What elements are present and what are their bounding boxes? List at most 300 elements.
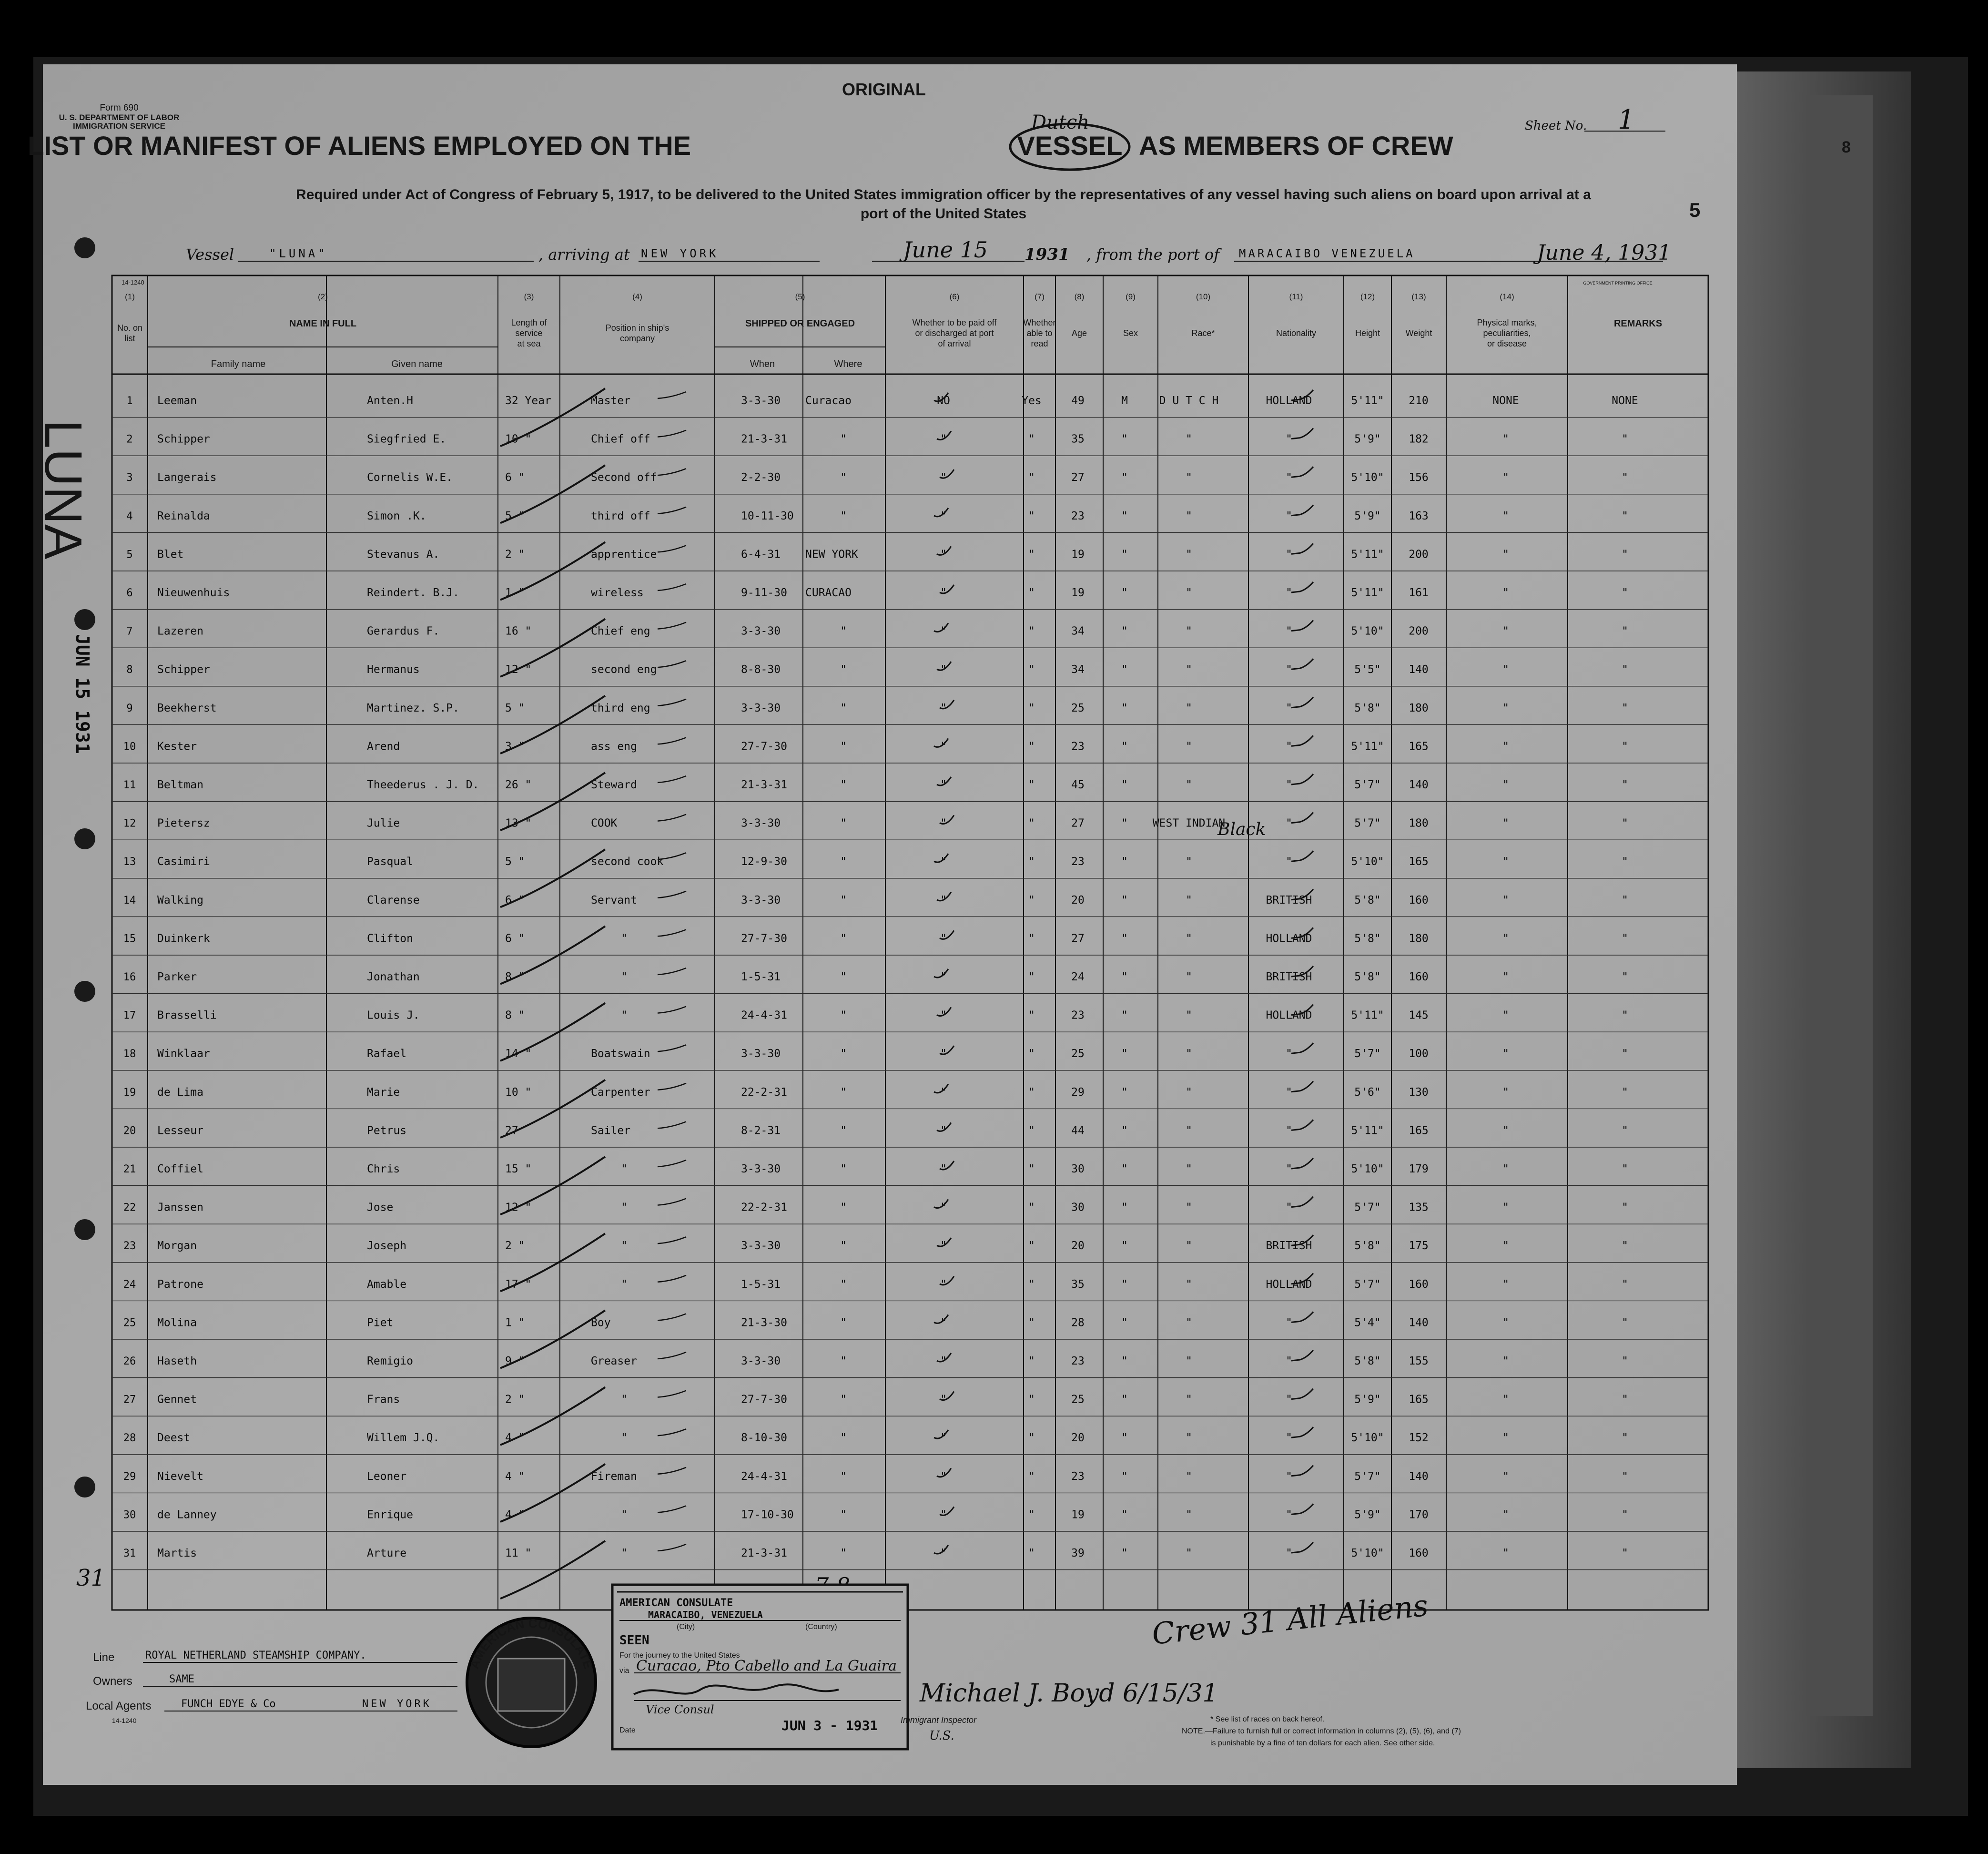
cell-when: 8-10-30: [741, 1432, 787, 1445]
cell-nat: ": [1286, 625, 1292, 638]
cell-marks: ": [1502, 971, 1509, 983]
column-label: Sex: [1123, 328, 1138, 338]
cell-paid: ": [940, 856, 947, 868]
cell-family: Walking: [157, 894, 203, 907]
cell-given: Julie: [367, 817, 400, 830]
column-label: Age: [1071, 328, 1087, 338]
cell-when: 8-2-31: [741, 1124, 781, 1137]
cell-age: 24: [1071, 971, 1085, 983]
cell-service: 1 ": [505, 1316, 525, 1329]
cell-paid: ": [940, 1048, 947, 1060]
cell-paid: ": [940, 1355, 947, 1367]
cell-height: 5'7": [1354, 1278, 1381, 1291]
cell-marks: ": [1502, 509, 1509, 522]
cell-given: Leoner: [367, 1470, 407, 1483]
cell-marks: NONE: [1492, 395, 1519, 407]
cell-when: 3-3-30: [741, 894, 781, 907]
cell-where: ": [840, 433, 847, 446]
cell-nat: ": [1286, 1355, 1292, 1367]
consular-seal: [467, 1616, 596, 1747]
cell-weight: 179: [1409, 1163, 1429, 1175]
cell-no: 11: [123, 779, 136, 791]
cell-no: 31: [123, 1548, 136, 1559]
cell-given: Martinez. S.P.: [367, 702, 459, 714]
cell-no: 2: [126, 433, 133, 446]
inspector-us: U.S.: [929, 1729, 954, 1743]
cell-read: ": [1028, 1009, 1035, 1022]
cell-where: ": [840, 509, 847, 522]
cell-weight: 200: [1409, 548, 1429, 561]
cell-service: 6 ": [505, 471, 525, 484]
cell-paid: ": [940, 702, 947, 714]
cell-read: ": [1028, 1240, 1035, 1253]
cell-no: 3: [126, 472, 133, 484]
cell-remarks: ": [1622, 702, 1628, 714]
cell-remarks: ": [1622, 587, 1628, 599]
cell-position: ass eng: [591, 740, 637, 753]
column-label: No. on list: [117, 323, 143, 343]
cell-sex: ": [1121, 740, 1128, 753]
cell-read: Yes: [1022, 395, 1042, 407]
cell-no: 25: [123, 1317, 136, 1329]
cell-race: ": [1186, 1240, 1192, 1253]
cell-sex: ": [1121, 856, 1128, 868]
cell-weight: 155: [1409, 1355, 1429, 1367]
cell-nat: ": [1286, 509, 1292, 522]
cell-where: ": [840, 1240, 847, 1253]
cell-race: ": [1186, 1393, 1192, 1406]
cell-when: 27-7-30: [741, 1393, 787, 1406]
departure-date: June 4, 1931: [1537, 241, 1672, 265]
cell-family: Martis: [157, 1547, 197, 1559]
cell-given: Arture: [367, 1547, 407, 1559]
cell-paid: ": [940, 1316, 947, 1329]
cell-given: Enrique: [367, 1508, 413, 1521]
cell-remarks: ": [1622, 1163, 1628, 1175]
cell-read: ": [1028, 740, 1035, 753]
cell-weight: 140: [1409, 1470, 1429, 1483]
cell-family: Brasselli: [157, 1009, 217, 1022]
cell-paid: ": [940, 740, 947, 753]
cell-family: Morgan: [157, 1240, 197, 1253]
cell-marks: ": [1502, 587, 1509, 599]
cell-given: Hermanus: [367, 663, 420, 676]
cell-read: ": [1028, 663, 1035, 676]
cell-race: ": [1186, 971, 1192, 983]
cell-height: 5'8": [1354, 702, 1381, 714]
cell-read: ": [1028, 856, 1035, 868]
department: U. S. DEPARTMENT OF LABOR: [59, 113, 180, 122]
cell-position: Sailer: [591, 1124, 631, 1137]
cell-remarks: ": [1622, 1508, 1628, 1521]
cell-no: 12: [123, 817, 136, 830]
cell-remarks: NONE: [1612, 395, 1638, 407]
cell-position: second cook: [591, 856, 664, 868]
cell-paid: ": [940, 1278, 947, 1291]
cell-service: 3 ": [505, 740, 525, 753]
cell-remarks: ": [1622, 663, 1628, 676]
cell-where: ": [840, 779, 847, 791]
cell-where: ": [840, 702, 847, 714]
cell-service: 32 Year: [505, 395, 551, 407]
cell-weight: 165: [1409, 740, 1429, 753]
cell-no: 13: [123, 856, 136, 868]
cell-height: 5'6": [1354, 1086, 1381, 1099]
subhead-when: When: [750, 359, 775, 369]
cell-position: ": [621, 1508, 628, 1521]
sheet-label: Sheet No.: [1525, 119, 1587, 133]
cell-marks: ": [1502, 1393, 1509, 1406]
cell-family: Beekherst: [157, 702, 217, 714]
cell-read: ": [1028, 932, 1035, 945]
column-number: (9): [1126, 292, 1136, 301]
footer-form-code: 14-1240: [112, 1717, 137, 1724]
cell-age: 35: [1071, 1278, 1085, 1291]
cell-age: 35: [1071, 433, 1085, 446]
cell-paid: ": [940, 971, 947, 983]
column-label: Nationality: [1276, 328, 1317, 338]
cell-when: 3-3-30: [741, 1048, 781, 1060]
column-label: Whether able to read: [1023, 318, 1056, 348]
column-label: Race*: [1191, 328, 1215, 338]
cell-race: ": [1186, 1048, 1192, 1060]
cell-marks: ": [1502, 702, 1509, 714]
stamp-date: JUN 3 - 1931: [781, 1718, 878, 1733]
cell-remarks: ": [1622, 433, 1628, 446]
stamp-date-label: Date: [619, 1726, 636, 1734]
cell-height: 5'10": [1351, 856, 1384, 868]
table-form-code: 14-1240: [122, 279, 144, 286]
owners-value: SAME: [169, 1673, 194, 1685]
cell-no: 6: [126, 587, 133, 599]
cell-age: 30: [1071, 1163, 1085, 1175]
cell-nat: BRITISH: [1266, 971, 1312, 983]
cell-paid: ": [940, 1240, 947, 1253]
margin-luna: LUNA: [34, 419, 92, 560]
agents-label: Local Agents: [86, 1700, 152, 1712]
cell-race: ": [1186, 702, 1192, 714]
cell-sex: ": [1121, 1048, 1128, 1060]
cell-marks: ": [1502, 471, 1509, 484]
cell-where: ": [840, 1201, 847, 1214]
cell-given: Piet: [367, 1316, 394, 1329]
cell-service: 5 ": [505, 509, 525, 522]
cell-read: ": [1028, 1316, 1035, 1329]
cell-no: 27: [123, 1394, 136, 1406]
cell-remarks: ": [1622, 1470, 1628, 1483]
cell-age: 45: [1071, 779, 1085, 791]
crew-note: Crew 31 All Aliens: [1150, 1588, 1430, 1651]
cell-marks: ": [1502, 1009, 1509, 1022]
original-label: ORIGINAL: [842, 80, 926, 99]
cell-height: 5'5": [1354, 663, 1381, 676]
cell-marks: ": [1502, 779, 1509, 791]
cell-no: 23: [123, 1240, 136, 1253]
binder-hole: [74, 1219, 95, 1240]
cell-nat: ": [1286, 740, 1292, 753]
cell-sex: ": [1121, 1124, 1128, 1137]
cell-family: Parker: [157, 971, 197, 983]
cell-marks: ": [1502, 548, 1509, 561]
cell-age: 20: [1071, 1432, 1085, 1445]
cell-family: Nieuwenhuis: [157, 587, 230, 599]
cell-height: 5'10": [1351, 1547, 1384, 1559]
underlying-sheet-edge-2: [1806, 95, 1873, 1716]
cell-height: 5'7": [1354, 1048, 1381, 1060]
cell-race: ": [1186, 1547, 1192, 1559]
cell-weight: 145: [1409, 1009, 1429, 1022]
cell-where: Curacao: [805, 395, 852, 407]
cell-where: ": [840, 1009, 847, 1022]
cell-remarks: ": [1622, 1086, 1628, 1099]
cell-family: Lesseur: [157, 1124, 203, 1137]
cell-given: Remigio: [367, 1355, 413, 1367]
arrival-port: NEW YORK: [641, 247, 719, 260]
cell-sex: ": [1121, 932, 1128, 945]
cell-weight: 175: [1409, 1240, 1429, 1253]
cell-height: 5'7": [1354, 1470, 1381, 1483]
stamp-via-label: via: [619, 1667, 629, 1675]
cell-position: ": [621, 932, 628, 945]
cell-height: 5'7": [1354, 1201, 1381, 1214]
cell-weight: 165: [1409, 856, 1429, 868]
cell-race: ": [1186, 932, 1192, 945]
cell-weight: 180: [1409, 817, 1429, 830]
column-number: (1): [125, 292, 135, 301]
cell-race: ": [1186, 1201, 1192, 1214]
cell-position: Chief off: [591, 433, 650, 446]
arrival-year: 1931: [1024, 245, 1070, 264]
cell-service: 26 ": [505, 779, 532, 791]
cell-where: ": [840, 1393, 847, 1406]
cell-age: 29: [1071, 1086, 1085, 1099]
cell-weight: 156: [1409, 471, 1429, 484]
cell-remarks: ": [1622, 509, 1628, 522]
cell-when: 24-4-31: [741, 1470, 787, 1483]
cell-race: D U T C H: [1159, 395, 1219, 407]
column-number: (5): [795, 292, 805, 301]
cell-sex: ": [1121, 1316, 1128, 1329]
cell-position: ": [621, 1547, 628, 1559]
cell-no: 18: [123, 1048, 136, 1060]
cell-when: 10-11-30: [741, 509, 794, 522]
cell-nat: ": [1286, 1124, 1292, 1137]
cell-where: ": [840, 1547, 847, 1559]
cell-race: ": [1186, 1124, 1192, 1137]
cell-sex: ": [1121, 1278, 1128, 1291]
cell-height: 5'11": [1351, 395, 1384, 407]
binder-hole: [74, 828, 95, 849]
column-number: (12): [1360, 292, 1375, 301]
cell-no: 8: [126, 664, 133, 676]
cell-weight: 140: [1409, 663, 1429, 676]
cell-service: 4 ": [505, 1470, 525, 1483]
cell-read: ": [1028, 1086, 1035, 1099]
cell-remarks: ": [1622, 1124, 1628, 1137]
cell-service: 27: [505, 1124, 518, 1137]
cell-read: ": [1028, 1124, 1035, 1137]
cell-service: 5 ": [505, 856, 525, 868]
cell-paid: ": [940, 1470, 947, 1483]
cell-where: ": [840, 856, 847, 868]
arrival-date: June 15: [903, 237, 988, 263]
cell-given: Marie: [367, 1086, 400, 1099]
cell-height: 5'9": [1354, 433, 1381, 446]
cell-race: WEST INDIAN: [1152, 817, 1226, 830]
cell-where: ": [840, 471, 847, 484]
cell-race: ": [1186, 509, 1192, 522]
cell-height: 5'8": [1354, 1240, 1381, 1253]
cell-when: 12-9-30: [741, 856, 787, 868]
column-number: (3): [524, 292, 534, 301]
cell-marks: ": [1502, 433, 1509, 446]
cell-when: 21-3-30: [741, 1316, 787, 1329]
cell-no: 19: [123, 1086, 136, 1099]
cell-when: 3-3-30: [741, 395, 781, 407]
cell-sex: ": [1121, 433, 1128, 446]
stamp-journey: For the journey to the United States: [619, 1651, 740, 1660]
cell-weight: 210: [1409, 395, 1429, 407]
cell-sex: ": [1121, 509, 1128, 522]
cell-weight: 130: [1409, 1086, 1429, 1099]
cell-no: 9: [126, 702, 133, 714]
cell-age: 39: [1071, 1547, 1085, 1559]
cell-no: 4: [126, 510, 133, 522]
cell-height: 5'11": [1351, 1124, 1384, 1137]
cell-paid: ": [940, 663, 947, 676]
cell-marks: ": [1502, 1278, 1509, 1291]
cell-sex: ": [1121, 1508, 1128, 1521]
cell-service: 15 ": [505, 1163, 532, 1175]
cell-paid: ": [940, 817, 947, 830]
cell-marks: ": [1502, 1240, 1509, 1253]
cell-no: 17: [123, 1009, 136, 1022]
cell-service: 8 ": [505, 971, 525, 983]
cell-read: ": [1028, 971, 1035, 983]
cell-age: 25: [1071, 1393, 1085, 1406]
cell-remarks: ": [1622, 856, 1628, 868]
cell-remarks: ": [1622, 625, 1628, 638]
cell-sex: ": [1121, 625, 1128, 638]
cell-no: 22: [123, 1202, 136, 1214]
annotation-black: Black: [1217, 820, 1266, 839]
cell-position: second eng: [591, 663, 657, 676]
cell-nat: ": [1286, 471, 1292, 484]
cell-family: Reinalda: [157, 509, 210, 522]
cell-paid: ": [940, 1009, 947, 1022]
column-number: (14): [1500, 292, 1514, 301]
cell-sex: ": [1121, 779, 1128, 791]
cell-service: 2 ": [505, 1393, 525, 1406]
cell-marks: ": [1502, 817, 1509, 830]
cell-nat: ": [1286, 817, 1292, 830]
cell-marks: ": [1502, 740, 1509, 753]
cell-nat: ": [1286, 663, 1292, 676]
cell-service: 10 ": [505, 433, 532, 446]
cell-age: 19: [1071, 548, 1085, 561]
cell-family: Gennet: [157, 1393, 197, 1406]
cell-marks: ": [1502, 1163, 1509, 1175]
cell-given: Petrus: [367, 1124, 407, 1137]
column-label: REMARKS: [1613, 318, 1663, 329]
cell-family: Duinkerk: [157, 932, 210, 945]
cell-service: 5 ": [505, 702, 525, 714]
column-number: (10): [1196, 292, 1211, 301]
vessel-name: "LUNA": [269, 247, 328, 260]
cell-nat: ": [1286, 1432, 1292, 1445]
cell-remarks: ": [1622, 1240, 1628, 1253]
cell-weight: 135: [1409, 1201, 1429, 1214]
cell-paid: ": [940, 1124, 947, 1137]
cell-family: Schipper: [157, 663, 210, 676]
cell-remarks: ": [1622, 740, 1628, 753]
cell-when: 21-3-31: [741, 1547, 787, 1559]
owners-label: Owners: [93, 1675, 132, 1688]
cell-age: 28: [1071, 1316, 1085, 1329]
margin-number-8: 8: [1842, 138, 1851, 156]
requirement-line-2: port of the United States: [860, 206, 1027, 222]
cell-family: de Lanney: [157, 1508, 217, 1521]
cell-remarks: ": [1622, 1316, 1628, 1329]
cell-when: 3-3-30: [741, 1163, 781, 1175]
column-number: (13): [1411, 292, 1426, 301]
cell-race: ": [1186, 1470, 1192, 1483]
cell-age: 23: [1071, 1009, 1085, 1022]
cell-given: Willem J.Q.: [367, 1432, 440, 1445]
cell-given: Chris: [367, 1163, 400, 1175]
cell-height: 5'8": [1354, 971, 1381, 983]
cell-given: Reindert. B.J.: [367, 587, 459, 599]
cell-age: 23: [1071, 740, 1085, 753]
cell-race: ": [1186, 663, 1192, 676]
cell-remarks: ": [1622, 1355, 1628, 1367]
cell-nat: HOLLAND: [1266, 1278, 1312, 1291]
cell-remarks: ": [1622, 894, 1628, 907]
cell-where: ": [840, 1508, 847, 1521]
cell-service: 4 ": [505, 1432, 525, 1445]
cell-age: 20: [1071, 1240, 1085, 1253]
cell-read: ": [1028, 471, 1035, 484]
cell-weight: 200: [1409, 625, 1429, 638]
cell-read: ": [1028, 817, 1035, 830]
cell-race: ": [1186, 740, 1192, 753]
margin-date-stamp: JUN 15 1931: [72, 634, 93, 754]
cell-where: ": [840, 817, 847, 830]
cell-marks: ": [1502, 625, 1509, 638]
cell-given: Jonathan: [367, 971, 420, 983]
cell-when: 17-10-30: [741, 1508, 794, 1521]
cell-when: 1-5-31: [741, 1278, 781, 1291]
cell-position: apprentice: [591, 548, 657, 561]
cell-marks: ": [1502, 1355, 1509, 1367]
cell-weight: 160: [1409, 894, 1429, 907]
cell-family: Deest: [157, 1432, 191, 1445]
cell-where: ": [840, 1470, 847, 1483]
cell-when: 27-7-30: [741, 740, 787, 753]
cell-position: Greaser: [591, 1355, 637, 1367]
cell-where: NEW YORK: [805, 548, 858, 561]
title-vessel: VESSEL: [1017, 131, 1123, 161]
cell-no: 10: [123, 741, 136, 753]
line-company: ROYAL NETHERLAND STEAMSHIP COMPANY.: [145, 1650, 366, 1661]
cell-given: Jose: [367, 1201, 394, 1214]
cell-nat: ": [1286, 1048, 1292, 1060]
cell-sex: ": [1121, 1393, 1128, 1406]
column-label: Whether to be paid off or discharged at port of arrival: [912, 318, 997, 348]
cell-remarks: ": [1622, 779, 1628, 791]
cell-given: Anten.H: [367, 395, 413, 407]
cell-family: Janssen: [157, 1201, 203, 1214]
